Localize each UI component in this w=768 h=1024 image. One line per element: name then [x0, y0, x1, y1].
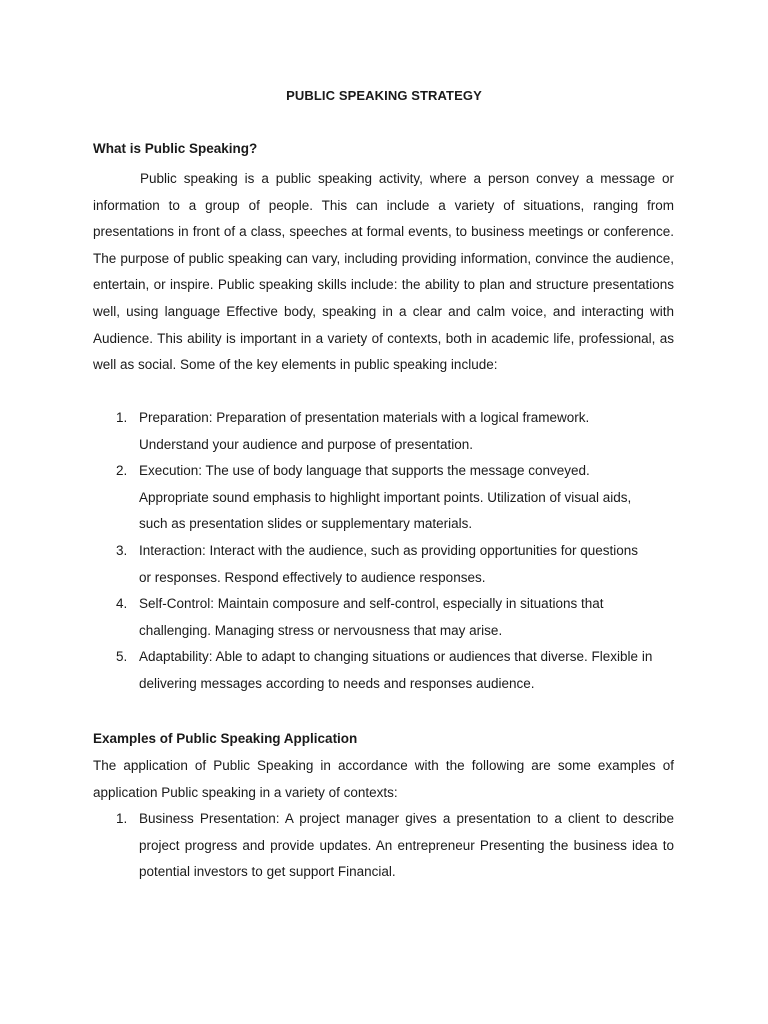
- list-item-text: Business Presentation: A project manager gives a presentation to a client to describe project progress and provide updates. An entrepreneur Presenting the business idea to potential investors to get support Financial.: [139, 811, 674, 880]
- list-item-text: Interaction: Interact with the audience, such as providing opportunities for questions or responses. Respond effectively to audience responses.: [139, 542, 639, 585]
- list-item-text: Execution: The use of body language that supports the message conveyed. Appropriate sound emphasis to highlight important points. Utilization of visual aids, such as presentation slides or supplementary materials.: [139, 463, 632, 532]
- document-title: PUBLIC SPEAKING STRATEGY: [286, 88, 482, 103]
- list-item-number: 2.: [116, 463, 128, 479]
- list-item-text: Self-Control: Maintain composure and self-control, especially in situations that challenging. Managing stress or nervousness that may arise.: [139, 596, 604, 638]
- list-item: [93, 538, 653, 591]
- section-heading-what-is-public-speaking: What is Public Speaking?: [93, 141, 258, 156]
- list-item: [93, 806, 674, 886]
- key-elements-list: [93, 405, 653, 698]
- intro-paragraph: Public speaking is a public speaking activity, where a person convey a message or information to a group of people. This can include a variety of situations, ranging from presentations in front of a class, speeches at formal events, to business meetings or conference. The purpose of public speaking can vary, including providing information, convince the audience, entertain, or inspire. Public speaking skills include: the ability to plan and structure presentations well, using language Effective body, speaking in a clear and calm voice, and interacting with Audience. This ability is important in a variety of contexts, both in academic life, professional, as well as social. Some of the key elements in public speaking include:: [93, 171, 674, 373]
- list-item: [93, 458, 653, 538]
- examples-paragraph: The application of Public Speaking in accordance with the following are some examples of application Public speaking in a variety of contexts:: [93, 758, 674, 800]
- list-item: [93, 591, 653, 644]
- list-item-text: Adaptability: Able to adapt to changing situations or audiences that diverse. Flexible in delivering messages according to needs and responses audience.: [139, 649, 653, 691]
- list-item: [93, 644, 653, 697]
- list-item-number: 5.: [116, 649, 128, 665]
- section-heading-examples: Examples of Public Speaking Application: [93, 731, 358, 746]
- list-item-text: Preparation: Preparation of presentation materials with a logical framework. Understand your audience and purpose of presentation.: [139, 410, 590, 452]
- list-item-number: 4.: [116, 596, 128, 612]
- list-item-number: 1.: [116, 811, 128, 826]
- examples-list: [93, 806, 674, 886]
- list-item-number: 1.: [116, 410, 128, 425]
- list-item: [93, 405, 653, 458]
- list-item-number: 3.: [116, 542, 128, 558]
